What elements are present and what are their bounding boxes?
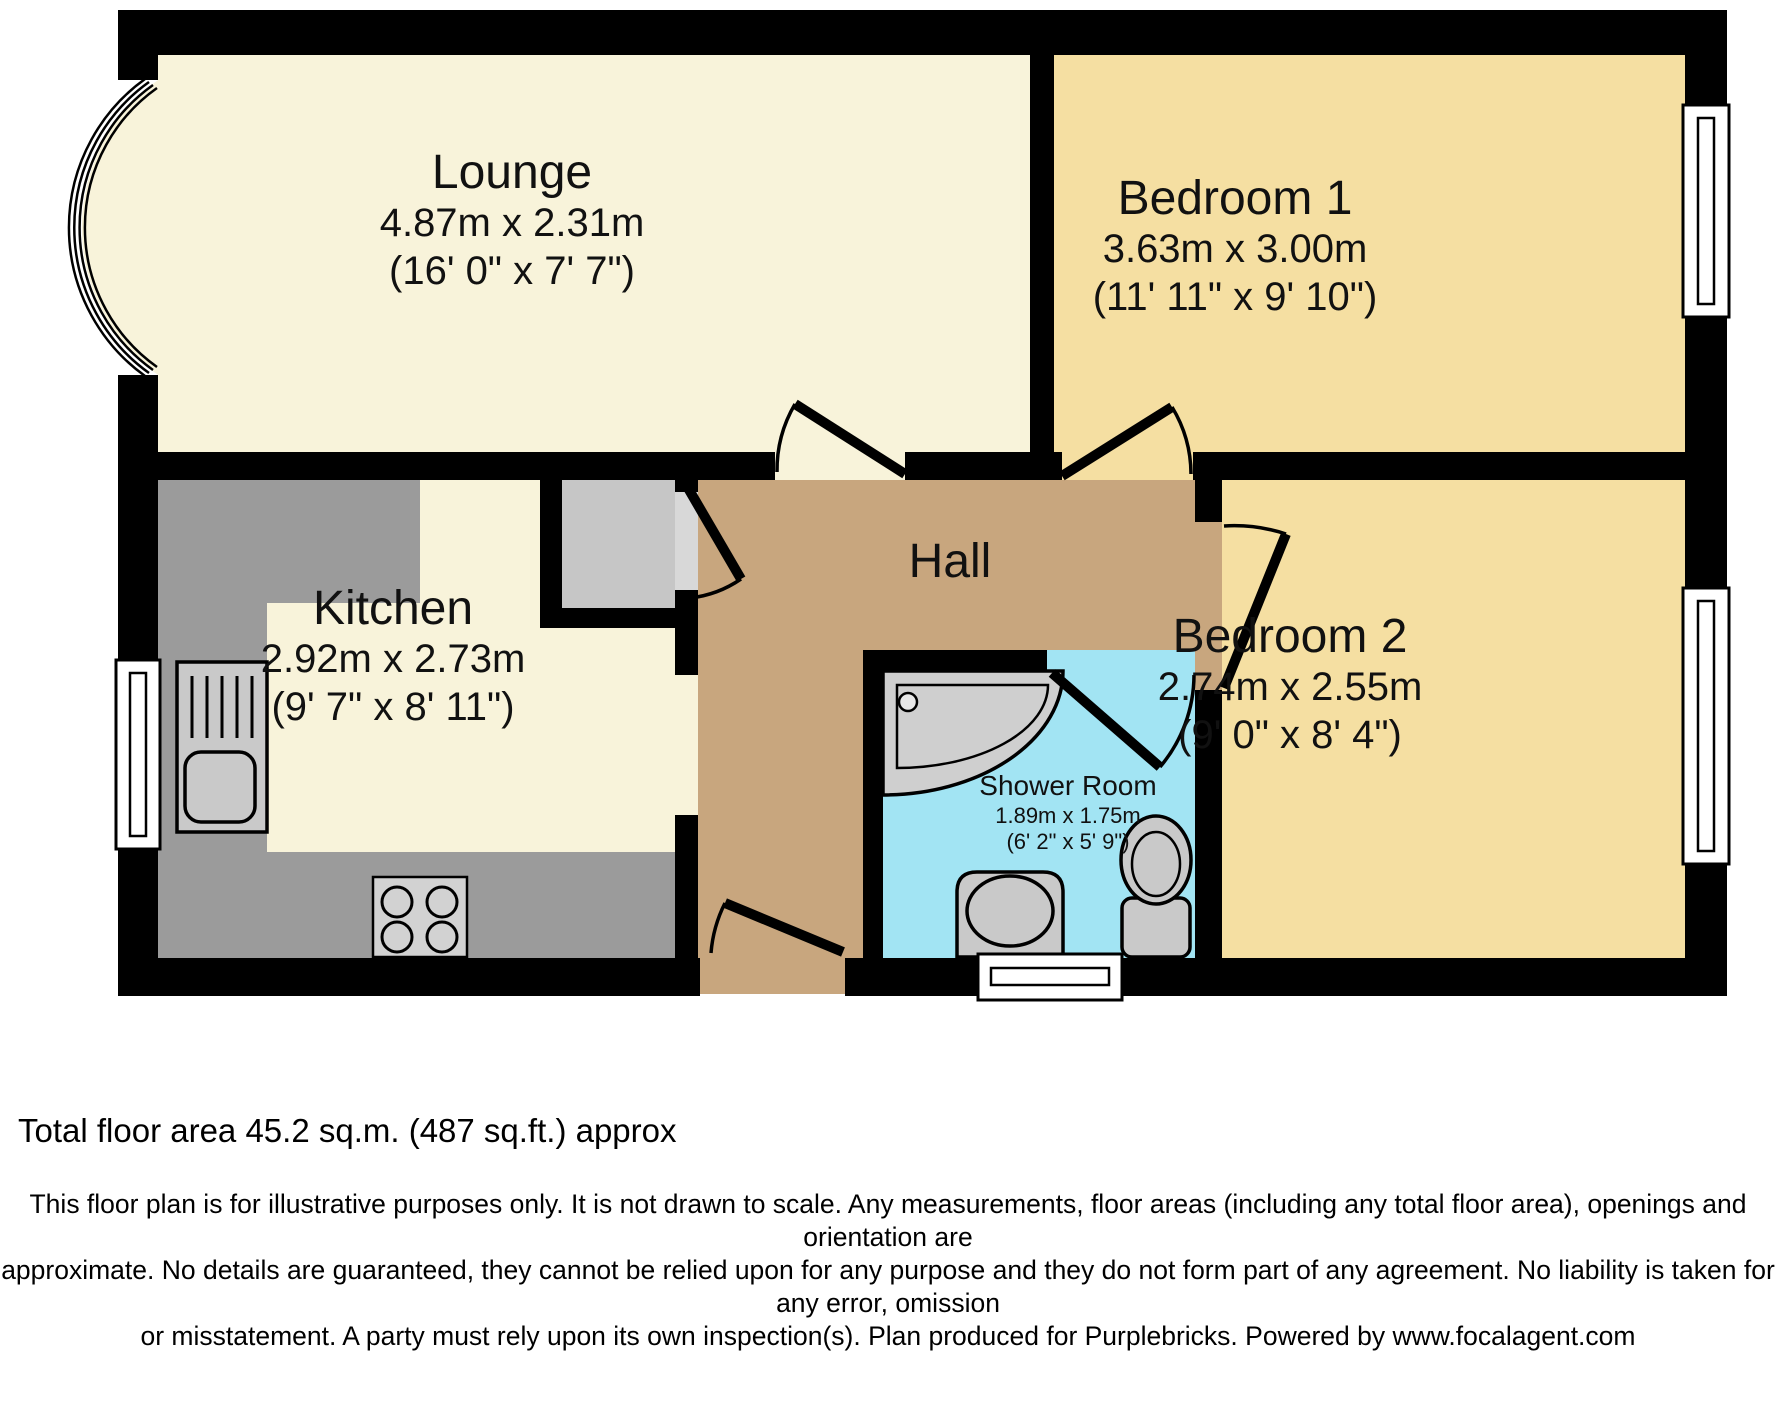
wall-cupboard-bottom <box>540 608 698 628</box>
shower-room-label: Shower Room <box>979 770 1157 801</box>
wall-right-2 <box>1685 315 1727 590</box>
sink-bowl-icon <box>185 752 255 822</box>
shower-room-metric: 1.89m x 1.75m <box>995 803 1141 828</box>
kitchen-label: Kitchen <box>312 582 474 635</box>
wall-mid-2 <box>905 452 1062 480</box>
shower-window-icon <box>978 954 1122 1000</box>
hall-label: Hall <box>908 535 992 588</box>
bedroom2-imperial: (9' 0" x 8' 4") <box>1178 713 1402 757</box>
kitchen-metric: 2.92m x 2.73m <box>260 637 526 681</box>
wall-bottom-1 <box>118 958 700 996</box>
hall-floor-corridor <box>698 650 883 958</box>
bedroom2-metric: 2.74m x 2.55m <box>1157 665 1423 709</box>
toilet-cistern-icon <box>1122 898 1190 957</box>
shower-drain-icon <box>899 693 917 711</box>
wall-cupboard-left <box>540 480 562 628</box>
lounge-label: Lounge <box>431 146 593 199</box>
wall-bed2-left-nib <box>1195 480 1222 522</box>
lounge-metric: 4.87m x 2.31m <box>379 201 645 245</box>
wall-lounge-bed1 <box>1030 55 1054 452</box>
wall-bottom-2 <box>845 958 978 996</box>
wall-shower-left <box>863 650 883 958</box>
wall-shower-top <box>863 650 1047 670</box>
lounge-imperial: (16' 0" x 7' 7") <box>389 249 635 293</box>
front-door-opening <box>700 958 845 994</box>
bedroom2-window-icon <box>1683 588 1729 864</box>
wall-top <box>118 10 1727 55</box>
disclaimer-line-3: or misstatement. A party must rely upon its own inspection(s). Plan produced for Purplebricks. Powered by www.focalagent.com <box>140 1321 1636 1351</box>
disclaimer <box>0 1188 1776 1353</box>
bedroom1-window-icon <box>1683 105 1729 317</box>
kitchen-imperial: (9' 7" x 8' 11") <box>271 685 515 729</box>
wall-left-3 <box>118 847 158 958</box>
kitchen-door-opening <box>677 675 698 815</box>
basin-bowl-icon <box>967 876 1053 946</box>
bedroom1-imperial: (11' 11" x 9' 10") <box>1092 275 1378 319</box>
wall-left-2 <box>118 375 158 662</box>
disclaimer-line-1: This floor plan is for illustrative purposes only. It is not drawn to scale. Any measurements, floor areas (including any total floor area), openings and orientation are <box>29 1189 1747 1252</box>
total-floor-area: Total floor area 45.2 sq.m. (487 sq.ft.) approx <box>18 1112 677 1149</box>
wall-right-3 <box>1685 862 1727 958</box>
bedroom2-label: Bedroom 2 <box>1172 610 1408 663</box>
wall-bottom-3 <box>1122 958 1727 996</box>
hall-cupboard <box>562 480 698 608</box>
kitchen-window-icon <box>116 660 160 849</box>
wall-left-1 <box>118 55 158 80</box>
wall-mid-1 <box>118 452 775 480</box>
wall-mid-3 <box>1193 452 1685 480</box>
cupboard-floor <box>562 480 675 608</box>
disclaimer-line-2: approximate. No details are guaranteed, they cannot be relied upon for any purpose and they do not form part of any agreement. No liability is taken for any error, omission <box>1 1255 1775 1318</box>
wall-right-1 <box>1685 55 1727 107</box>
bedroom1-label: Bedroom 1 <box>1117 172 1353 225</box>
wall-kitchen-hall-1 <box>675 628 698 675</box>
shower-room-imperial: (6' 2" x 5' 9") <box>1006 829 1130 854</box>
bedroom1-metric: 3.63m x 3.00m <box>1102 227 1368 271</box>
wall-kitchen-hall-2 <box>675 815 698 958</box>
